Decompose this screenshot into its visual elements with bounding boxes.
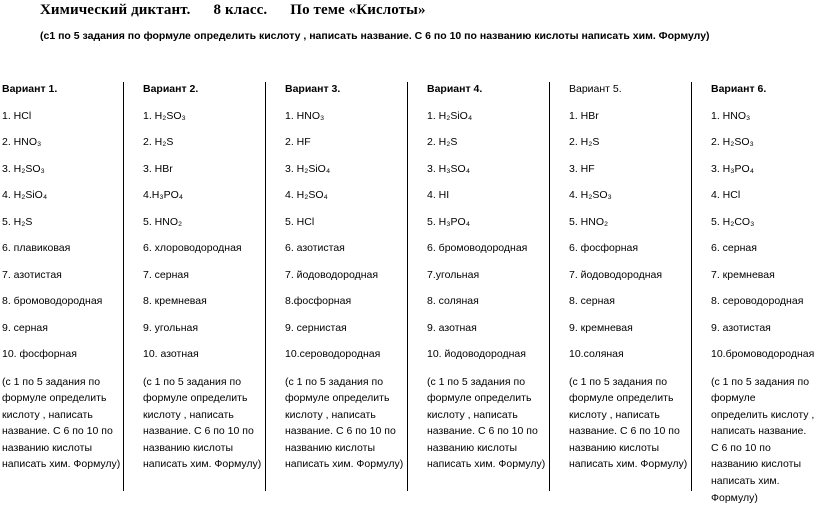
task-item: 5. H₃PO₄ <box>427 215 555 242</box>
task-item: 4. H₂SiO₄ <box>2 188 130 215</box>
task-item: 2. H₂S <box>143 135 271 162</box>
task-item: 1. HNO₃ <box>285 109 413 136</box>
task-item: 9. угольная <box>143 321 271 348</box>
task-item: 6. бромоводородная <box>427 241 555 268</box>
task-item: 10.бромоводородная <box>711 347 815 374</box>
task-item: 10.соляная <box>569 347 697 374</box>
task-item: 8.фосфорная <box>285 294 413 321</box>
task-item: 2. HF <box>285 135 413 162</box>
variant-column-5 <box>569 82 697 473</box>
task-item: 3. H₂SiO₄ <box>285 162 413 189</box>
task-item: 7. азотистая <box>2 268 130 295</box>
variant-heading: Вариант 3. <box>285 82 413 109</box>
task-item: 10.сероводородная <box>285 347 413 374</box>
variant-column-3 <box>285 82 413 473</box>
task-item: 7. йодоводородная <box>569 268 697 295</box>
page-title: Химический диктант. 8 класс. По теме «Кислоты» <box>40 2 426 19</box>
task-item: 8. бромоводородная <box>2 294 130 321</box>
task-item: 9. азотистая <box>711 321 815 348</box>
variant-column-1 <box>2 82 130 473</box>
task-item: 8. соляная <box>427 294 555 321</box>
task-item: 9. кремневая <box>569 321 697 348</box>
task-item: 1. HCl <box>2 109 130 136</box>
task-item: 3. H₃SO₄ <box>427 162 555 189</box>
task-item: 9. сернистая <box>285 321 413 348</box>
task-item: 1. H₂SiO₄ <box>427 109 555 136</box>
variant-heading: Вариант 5. <box>569 82 697 109</box>
variant-note: (с 1 по 5 задания по формуле определить кислоту , написать название. С 6 по 10 по названию кислоты написать хим. Формулу) <box>711 374 815 506</box>
variant-column-6 <box>711 82 815 506</box>
task-item: 5. HNO₂ <box>569 215 697 242</box>
variant-note: (с 1 по 5 задания по формуле определить кислоту , написать название. С 6 по 10 по названию кислоты написать хим. Формулу) <box>427 374 555 474</box>
task-item: 5. HNO₂ <box>143 215 271 242</box>
task-item: 1. HNO₃ <box>711 109 815 136</box>
task-item: 8. серная <box>569 294 697 321</box>
task-item: 10. йодоводородная <box>427 347 555 374</box>
task-item: 6. плавиковая <box>2 241 130 268</box>
task-item: 2. HNO₃ <box>2 135 130 162</box>
task-item: 4. HI <box>427 188 555 215</box>
task-item: 3. HF <box>569 162 697 189</box>
variant-note: (с 1 по 5 задания по формуле определить кислоту , написать название. С 6 по 10 по названию кислоты написать хим. Формулу) <box>285 374 413 474</box>
task-item: 2. H₂S <box>427 135 555 162</box>
task-item: 1. H₂SO₃ <box>143 109 271 136</box>
task-item: 4. H₂SO₃ <box>569 188 697 215</box>
variant-heading: Вариант 6. <box>711 82 815 109</box>
task-item: 2. H₂SO₃ <box>711 135 815 162</box>
task-item: 7. йодоводородная <box>285 268 413 295</box>
task-item: 9. серная <box>2 321 130 348</box>
variant-heading: Вариант 4. <box>427 82 555 109</box>
variant-heading: Вариант 1. <box>2 82 130 109</box>
task-item: 7. кремневая <box>711 268 815 295</box>
task-item: 6. фосфорная <box>569 241 697 268</box>
task-item: 6. серная <box>711 241 815 268</box>
task-item: 4.H₃PO₄ <box>143 188 271 215</box>
variant-column-4 <box>427 82 555 473</box>
variant-heading: Вариант 2. <box>143 82 271 109</box>
task-item: 7.угольная <box>427 268 555 295</box>
task-item: 8. сероводородная <box>711 294 815 321</box>
task-item: 7. серная <box>143 268 271 295</box>
task-item: 6. хлороводородная <box>143 241 271 268</box>
task-item: 8. кремневая <box>143 294 271 321</box>
task-item: 10. фосфорная <box>2 347 130 374</box>
variant-note: (с 1 по 5 задания по формуле определить кислоту , написать название. С 6 по 10 по названию кислоты написать хим. Формулу) <box>2 374 130 474</box>
task-item: 5. H₂CO₃ <box>711 215 815 242</box>
variant-note: (с 1 по 5 задания по формуле определить кислоту , написать название. С 6 по 10 по названию кислоты написать хим. Формулу) <box>569 374 697 474</box>
task-item: 10. азотная <box>143 347 271 374</box>
task-item: 5. H₂S <box>2 215 130 242</box>
task-item: 1. HBr <box>569 109 697 136</box>
task-item: 4. HCl <box>711 188 815 215</box>
task-item: 3. HBr <box>143 162 271 189</box>
task-item: 3. H₃PO₄ <box>711 162 815 189</box>
task-item: 3. H₂SO₃ <box>2 162 130 189</box>
task-item: 2. H₂S <box>569 135 697 162</box>
task-instructions: (с1 по 5 задания по формуле определить кислоту , написать название. С 6 по 10 по названию кислоты написать хим. Формулу) <box>40 30 710 42</box>
variant-note: (с 1 по 5 задания по формуле определить кислоту , написать название. С 6 по 10 по названию кислоты написать хим. Формулу) <box>143 374 271 474</box>
task-item: 5. HCl <box>285 215 413 242</box>
variant-column-2 <box>143 82 271 473</box>
task-item: 4. H₂SO₄ <box>285 188 413 215</box>
task-item: 9. азотная <box>427 321 555 348</box>
task-item: 6. азотистая <box>285 241 413 268</box>
